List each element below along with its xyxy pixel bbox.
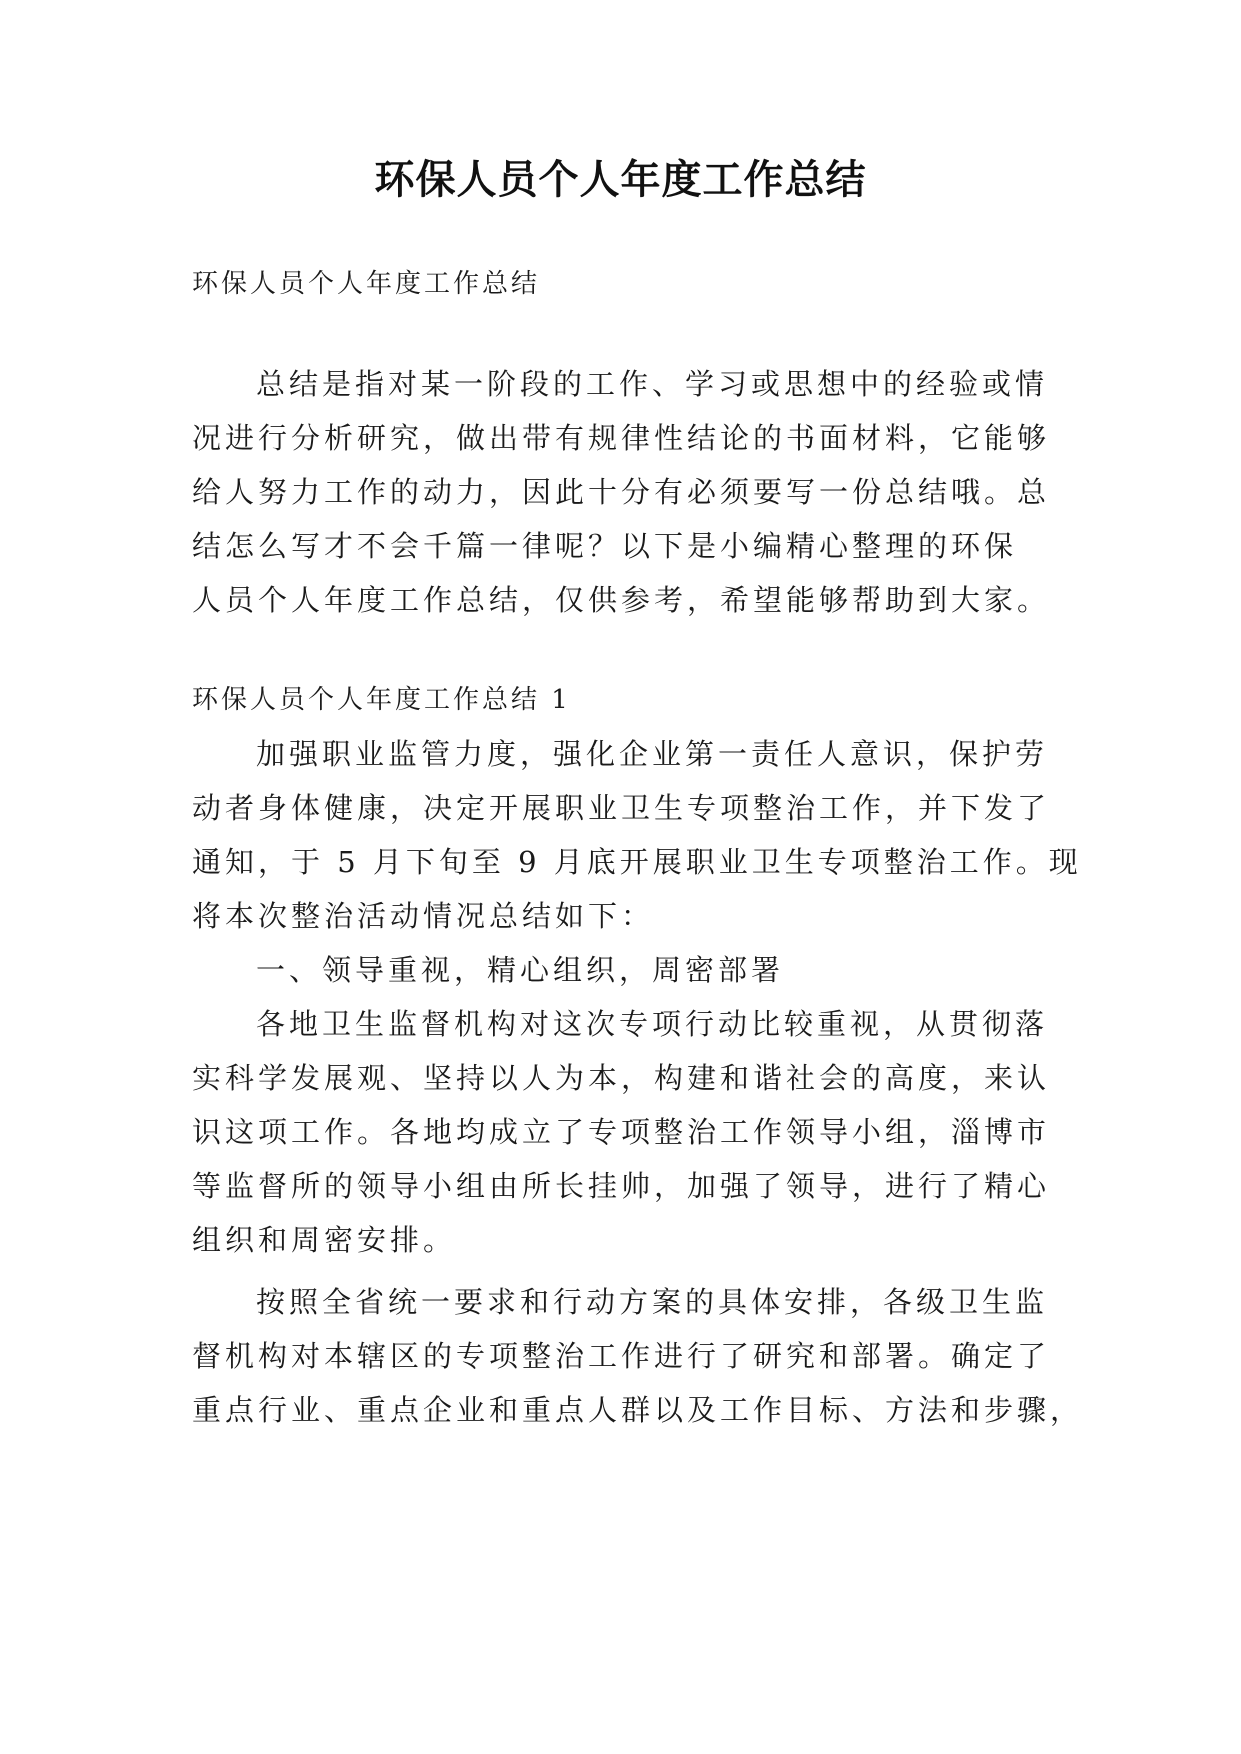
paragraph-line: 识这项工作。各地均成立了专项整治工作领导小组，淄博市 [192,1115,1051,1149]
paragraph-line: 组织和周密安排。 [192,1223,457,1257]
intro-line: 总结是指对某一阶段的工作、学习或思想中的经验或情 [256,367,1049,401]
intro-line: 结怎么写才不会千篇一律呢？以下是小编精心整理的环保 [192,529,1018,563]
paragraph-line: 将本次整治活动情况总结如下： [192,899,655,933]
paragraph-line: 等监督所的领导小组由所长挂帅，加强了领导，进行了精心 [192,1169,1051,1203]
document-subtitle: 环保人员个人年度工作总结 [192,269,541,299]
intro-line: 况进行分析研究，做出带有规律性结论的书面材料，它能够 [192,421,1051,455]
intro-line: 给人努力工作的动力，因此十分有必须要写一份总结哦。总 [192,475,1051,509]
document-title: 环保人员个人年度工作总结 [374,157,867,203]
subheading: 一、领导重视，精心组织，周密部署 [256,953,785,987]
paragraph-line: 重点行业、重点企业和重点人群以及工作目标、方法和步骤， [192,1393,1084,1427]
section-heading: 环保人员个人年度工作总结 1 [192,685,571,715]
paragraph-line: 督机构对本辖区的专项整治工作进行了研究和部署。确定了 [192,1339,1051,1373]
paragraph-line: 动者身体健康，决定开展职业卫生专项整治工作，并下发了 [192,791,1051,825]
paragraph-line: 各地卫生监督机构对这次专项行动比较重视，从贯彻落 [256,1007,1049,1041]
paragraph-line: 加强职业监管力度，强化企业第一责任人意识，保护劳 [256,737,1049,771]
paragraph-line: 实科学发展观、坚持以人为本，构建和谐社会的高度，来认 [192,1061,1051,1095]
paragraph-line: 按照全省统一要求和行动方案的具体安排，各级卫生监 [256,1285,1049,1319]
intro-line: 人员个人年度工作总结，仅供参考，希望能够帮助到大家。 [192,583,1051,617]
paragraph-line: 通知，于 5 月下旬至 9 月底开展职业卫生专项整治工作。现 [192,845,1082,879]
